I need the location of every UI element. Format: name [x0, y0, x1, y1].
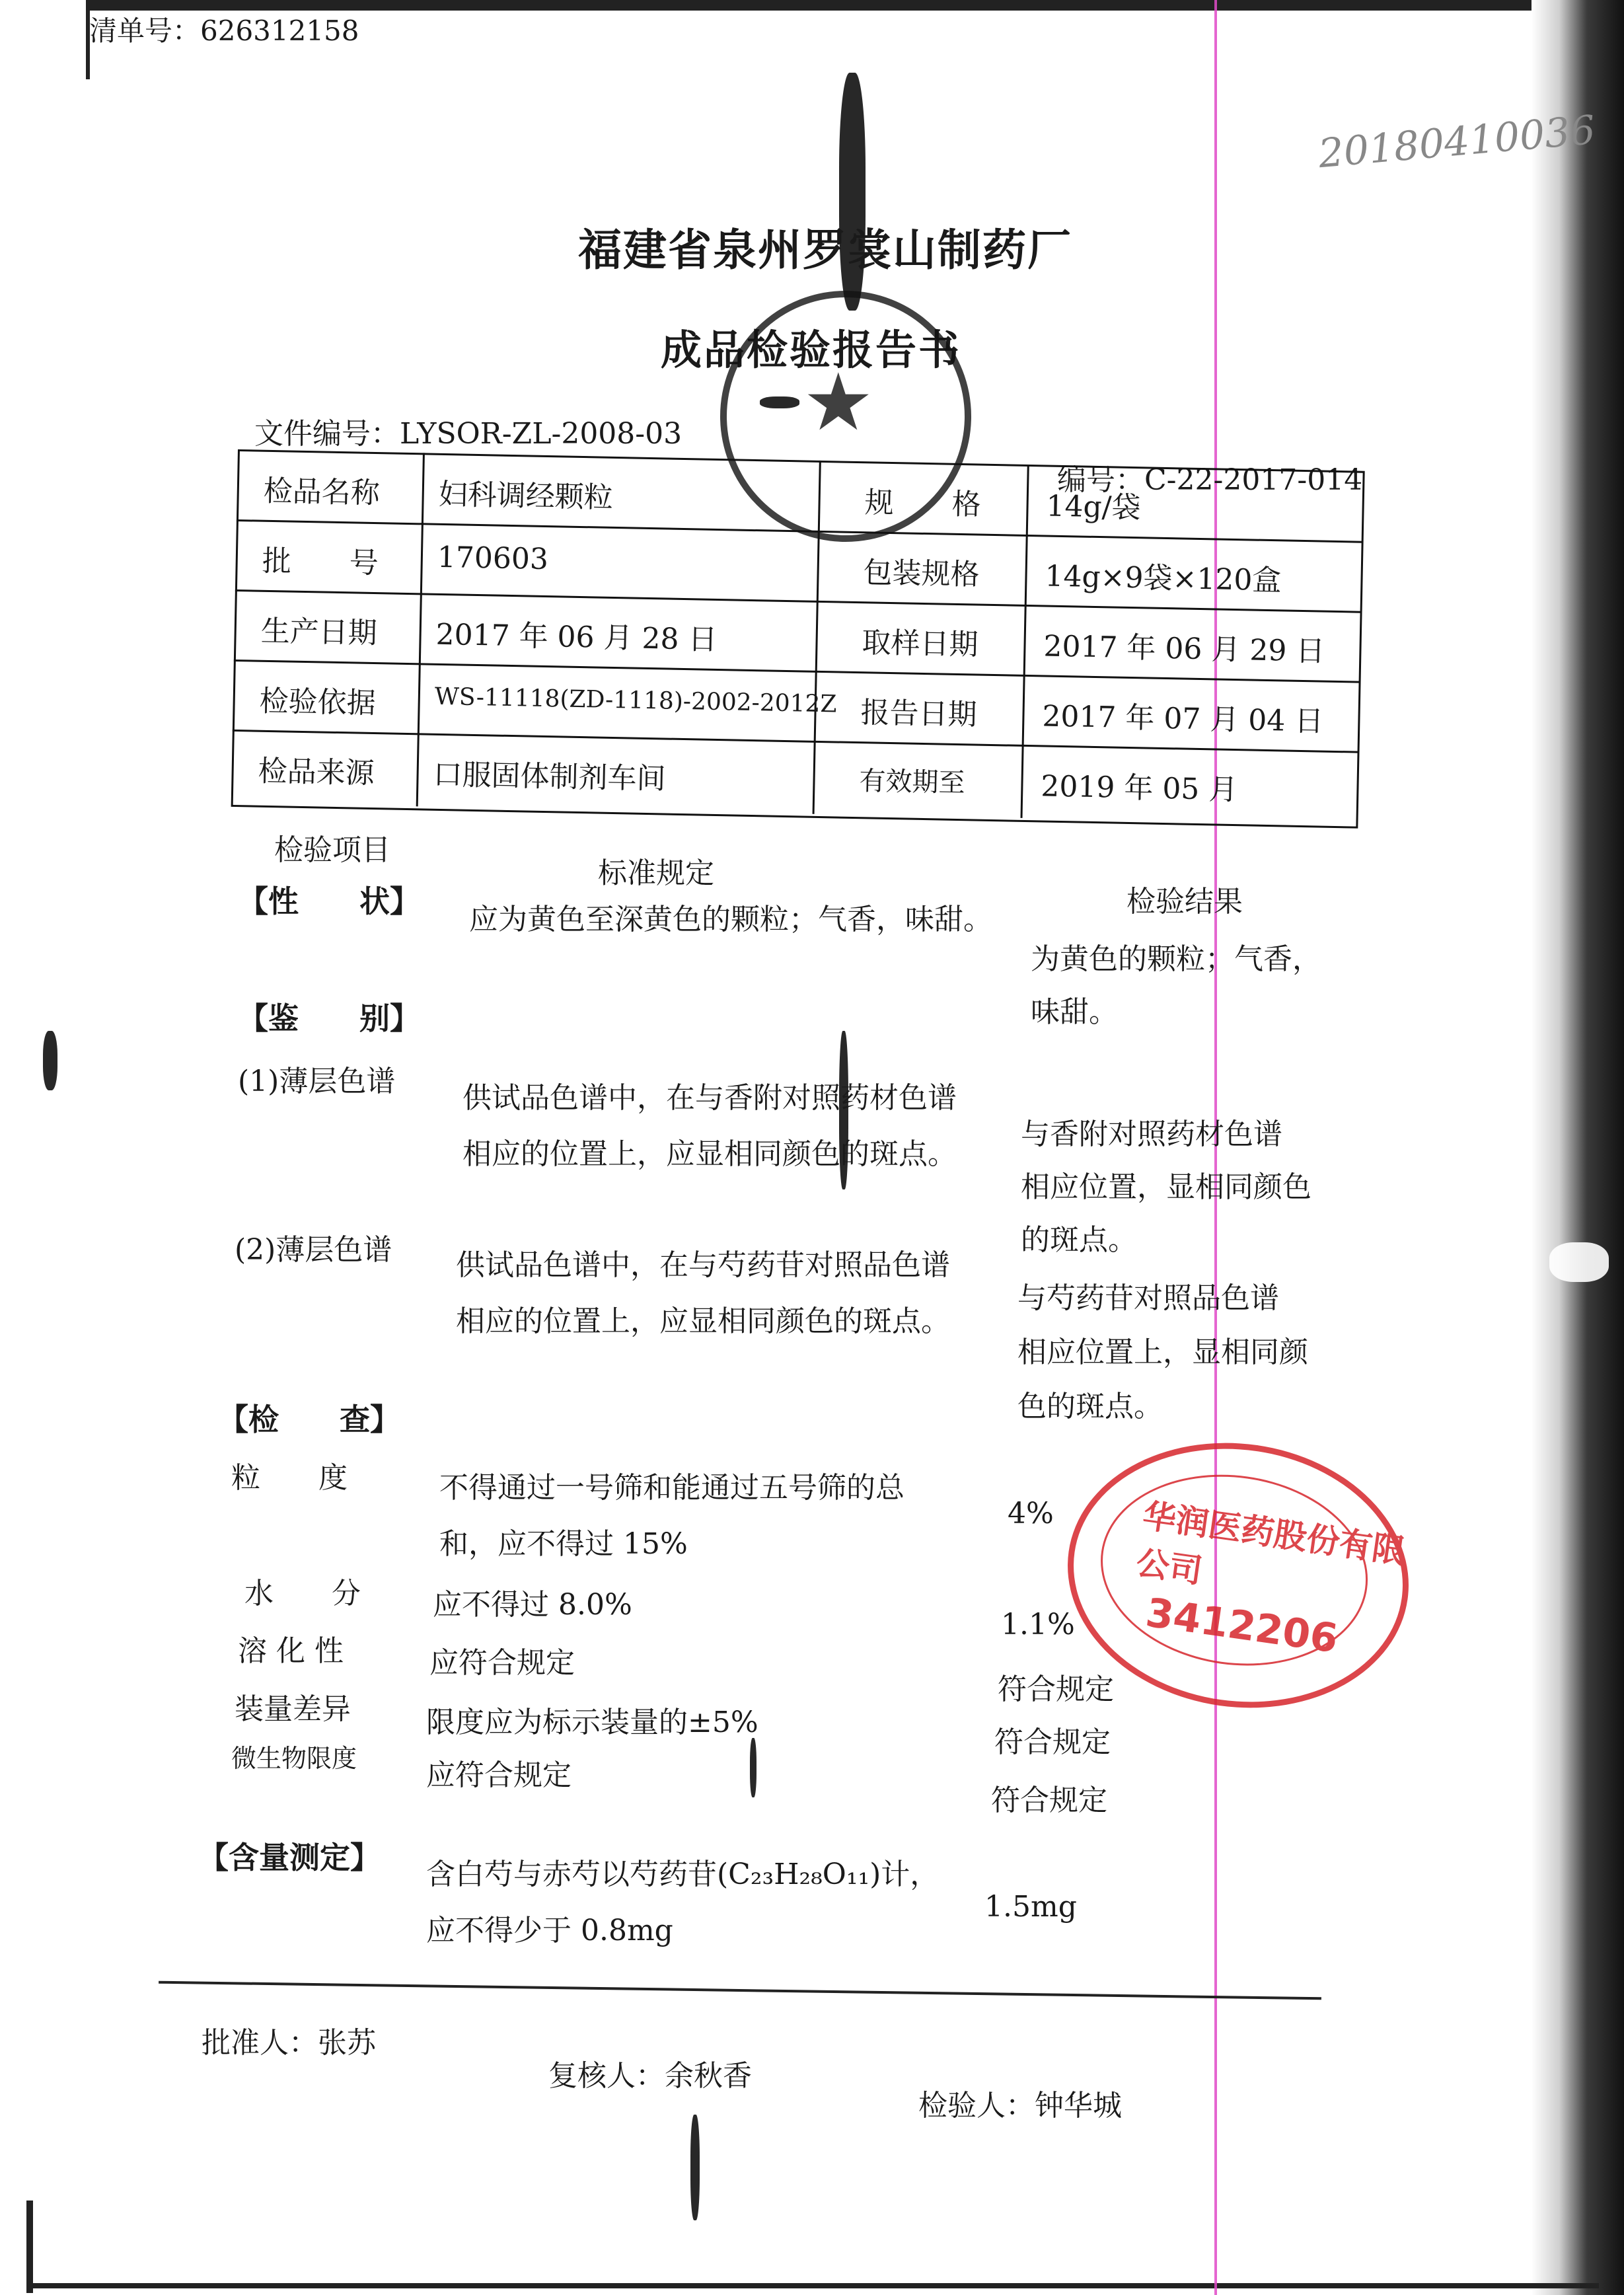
value-report-date: 2017 年 07 月 04 日 [1041, 699, 1324, 739]
inspection-moisture-result: 1.1% [1001, 1608, 1075, 1641]
identification-1-name: (1)薄层色谱 [238, 1065, 396, 1098]
identification-2-result-2: 相应位置上，显相同颜 [1017, 1336, 1308, 1369]
red-seal-text: 华润医药股份有限公司 [1134, 1496, 1408, 1591]
signature-divider [159, 1981, 1321, 2000]
inspector: 检验人：钟华城 [918, 2089, 1122, 2123]
info-table [231, 449, 1364, 828]
value-sampling-date: 2017 年 06 月 29 日 [1043, 629, 1325, 669]
section-identification: 【鉴 别】 [238, 1000, 420, 1036]
star-icon: ★ [803, 357, 874, 449]
column-item: 检验项目 [274, 833, 390, 867]
inspection-weight-result: 符合规定 [994, 1725, 1111, 1759]
label-package: 包装规格 [863, 556, 980, 592]
inspection-granularity-standard-1: 不得通过一号筛和能通过五号筛的总 [439, 1471, 904, 1505]
value-basis: WS-11118(ZD-1118)-2002-2012Z [434, 683, 837, 718]
inspection-microbial-result: 符合规定 [991, 1784, 1107, 1817]
label-production-date: 生产日期 [260, 614, 378, 651]
inspection-granularity-standard-2: 和，应不得过 15% [439, 1527, 688, 1561]
inspection-granularity-name: 粒 度 [231, 1461, 348, 1495]
character-standard: 应为黄色至深黄色的颗粒；气香，味甜。 [469, 903, 992, 936]
identification-1-result-1: 与香附对照药材色谱 [1021, 1117, 1282, 1151]
list-number: 清单号：626312158 [89, 15, 359, 47]
value-product-name: 妇科调经颗粒 [438, 477, 614, 515]
column-result: 检验结果 [1126, 885, 1243, 919]
identification-2-result-1: 与芍药苷对照品色谱 [1017, 1281, 1279, 1315]
inspection-weight-name: 装量差异 [235, 1692, 351, 1726]
ink-smear [43, 1031, 57, 1090]
label-basis: 检验依据 [259, 684, 377, 721]
assay-standard-2: 应不得少于 0.8mg [426, 1914, 673, 1947]
label-batch: 批 号 [262, 544, 379, 581]
reviewer: 复核人：余秋香 [548, 2059, 752, 2093]
inspection-dissolution-standard: 应符合规定 [429, 1646, 575, 1680]
value-source: 口服固体制剂车间 [433, 757, 667, 796]
identification-1-result-3: 的斑点。 [1021, 1223, 1137, 1257]
label-sampling-date: 取样日期 [862, 626, 979, 662]
label-spec: 规 格 [864, 486, 982, 522]
ink-smear [750, 1738, 757, 1797]
scan-border-bottom-left [26, 2201, 33, 2293]
handwritten-number: 20180410036 [1316, 106, 1598, 178]
character-result-2: 味甜。 [1031, 995, 1118, 1029]
identification-1-standard-1: 供试品色谱中，在与香附对照药材色谱 [462, 1081, 957, 1115]
red-seal-number: 3412206 [1142, 1589, 1341, 1663]
value-spec: 14g/袋 [1046, 489, 1142, 525]
company-name: 福建省泉州罗裳山制药厂 [578, 224, 1072, 276]
inspection-microbial-name: 微生物限度 [231, 1744, 357, 1773]
label-expiry: 有效期至 [859, 766, 965, 799]
value-batch: 170603 [437, 540, 549, 577]
identification-2-name: (2)薄层色谱 [235, 1233, 392, 1267]
ink-smear [1549, 1242, 1609, 1282]
assay-standard-1: 含白芍与赤芍以芍药苷(C₂₃H₂₈O₁₁)计， [426, 1858, 940, 1891]
section-inspection: 【检 查】 [218, 1402, 400, 1437]
character-result-1: 为黄色的颗粒；气香， [1031, 942, 1321, 976]
identification-1-result-2: 相应位置，显相同颜色 [1021, 1170, 1311, 1204]
section-character: 【性 状】 [238, 884, 420, 919]
assay-result: 1.5mg [984, 1890, 1077, 1924]
inspection-moisture-standard: 应不得过 8.0% [433, 1588, 632, 1622]
label-source: 检品来源 [258, 754, 375, 791]
inspection-microbial-standard: 应符合规定 [426, 1758, 572, 1792]
identification-2-standard-2: 相应的位置上，应显相同颜色的斑点。 [456, 1304, 950, 1338]
section-assay: 【含量测定】 [198, 1840, 381, 1875]
column-standard: 标准规定 [598, 856, 714, 890]
value-package: 14g×9袋×120盒 [1045, 559, 1282, 598]
identification-2-standard-1: 供试品色谱中，在与芍药苷对照品色谱 [456, 1248, 950, 1282]
label-report-date: 报告日期 [860, 696, 977, 732]
inspection-granularity-result: 4% [1008, 1497, 1054, 1530]
ink-smear [690, 2115, 700, 2220]
value-production-date: 2017 年 06 月 28 日 [435, 617, 718, 657]
file-number: 文件编号：LYSOR-ZL-2008-03 [254, 417, 683, 451]
label-product-name: 检品名称 [263, 474, 381, 511]
inspection-dissolution-result: 符合规定 [998, 1673, 1114, 1706]
report-number: 编号：C-22-2017-014 [1057, 463, 1363, 497]
scan-edge-right [1532, 0, 1624, 2295]
identification-2-result-3: 色的斑点。 [1017, 1390, 1163, 1423]
identification-1-standard-2: 相应的位置上，应显相同颜色的斑点。 [462, 1137, 957, 1171]
approver: 批准人：张苏 [202, 2026, 376, 2060]
inspection-dissolution-name: 溶 化 性 [238, 1634, 344, 1668]
inspection-moisture-name: 水 分 [244, 1577, 361, 1610]
report-title: 成品检验报告书 [661, 326, 962, 374]
inspection-weight-standard: 限度应为标示装量的±5% [426, 1706, 758, 1739]
value-expiry: 2019 年 05 月 [1040, 769, 1238, 808]
scan-border-bottom [26, 2283, 1599, 2288]
